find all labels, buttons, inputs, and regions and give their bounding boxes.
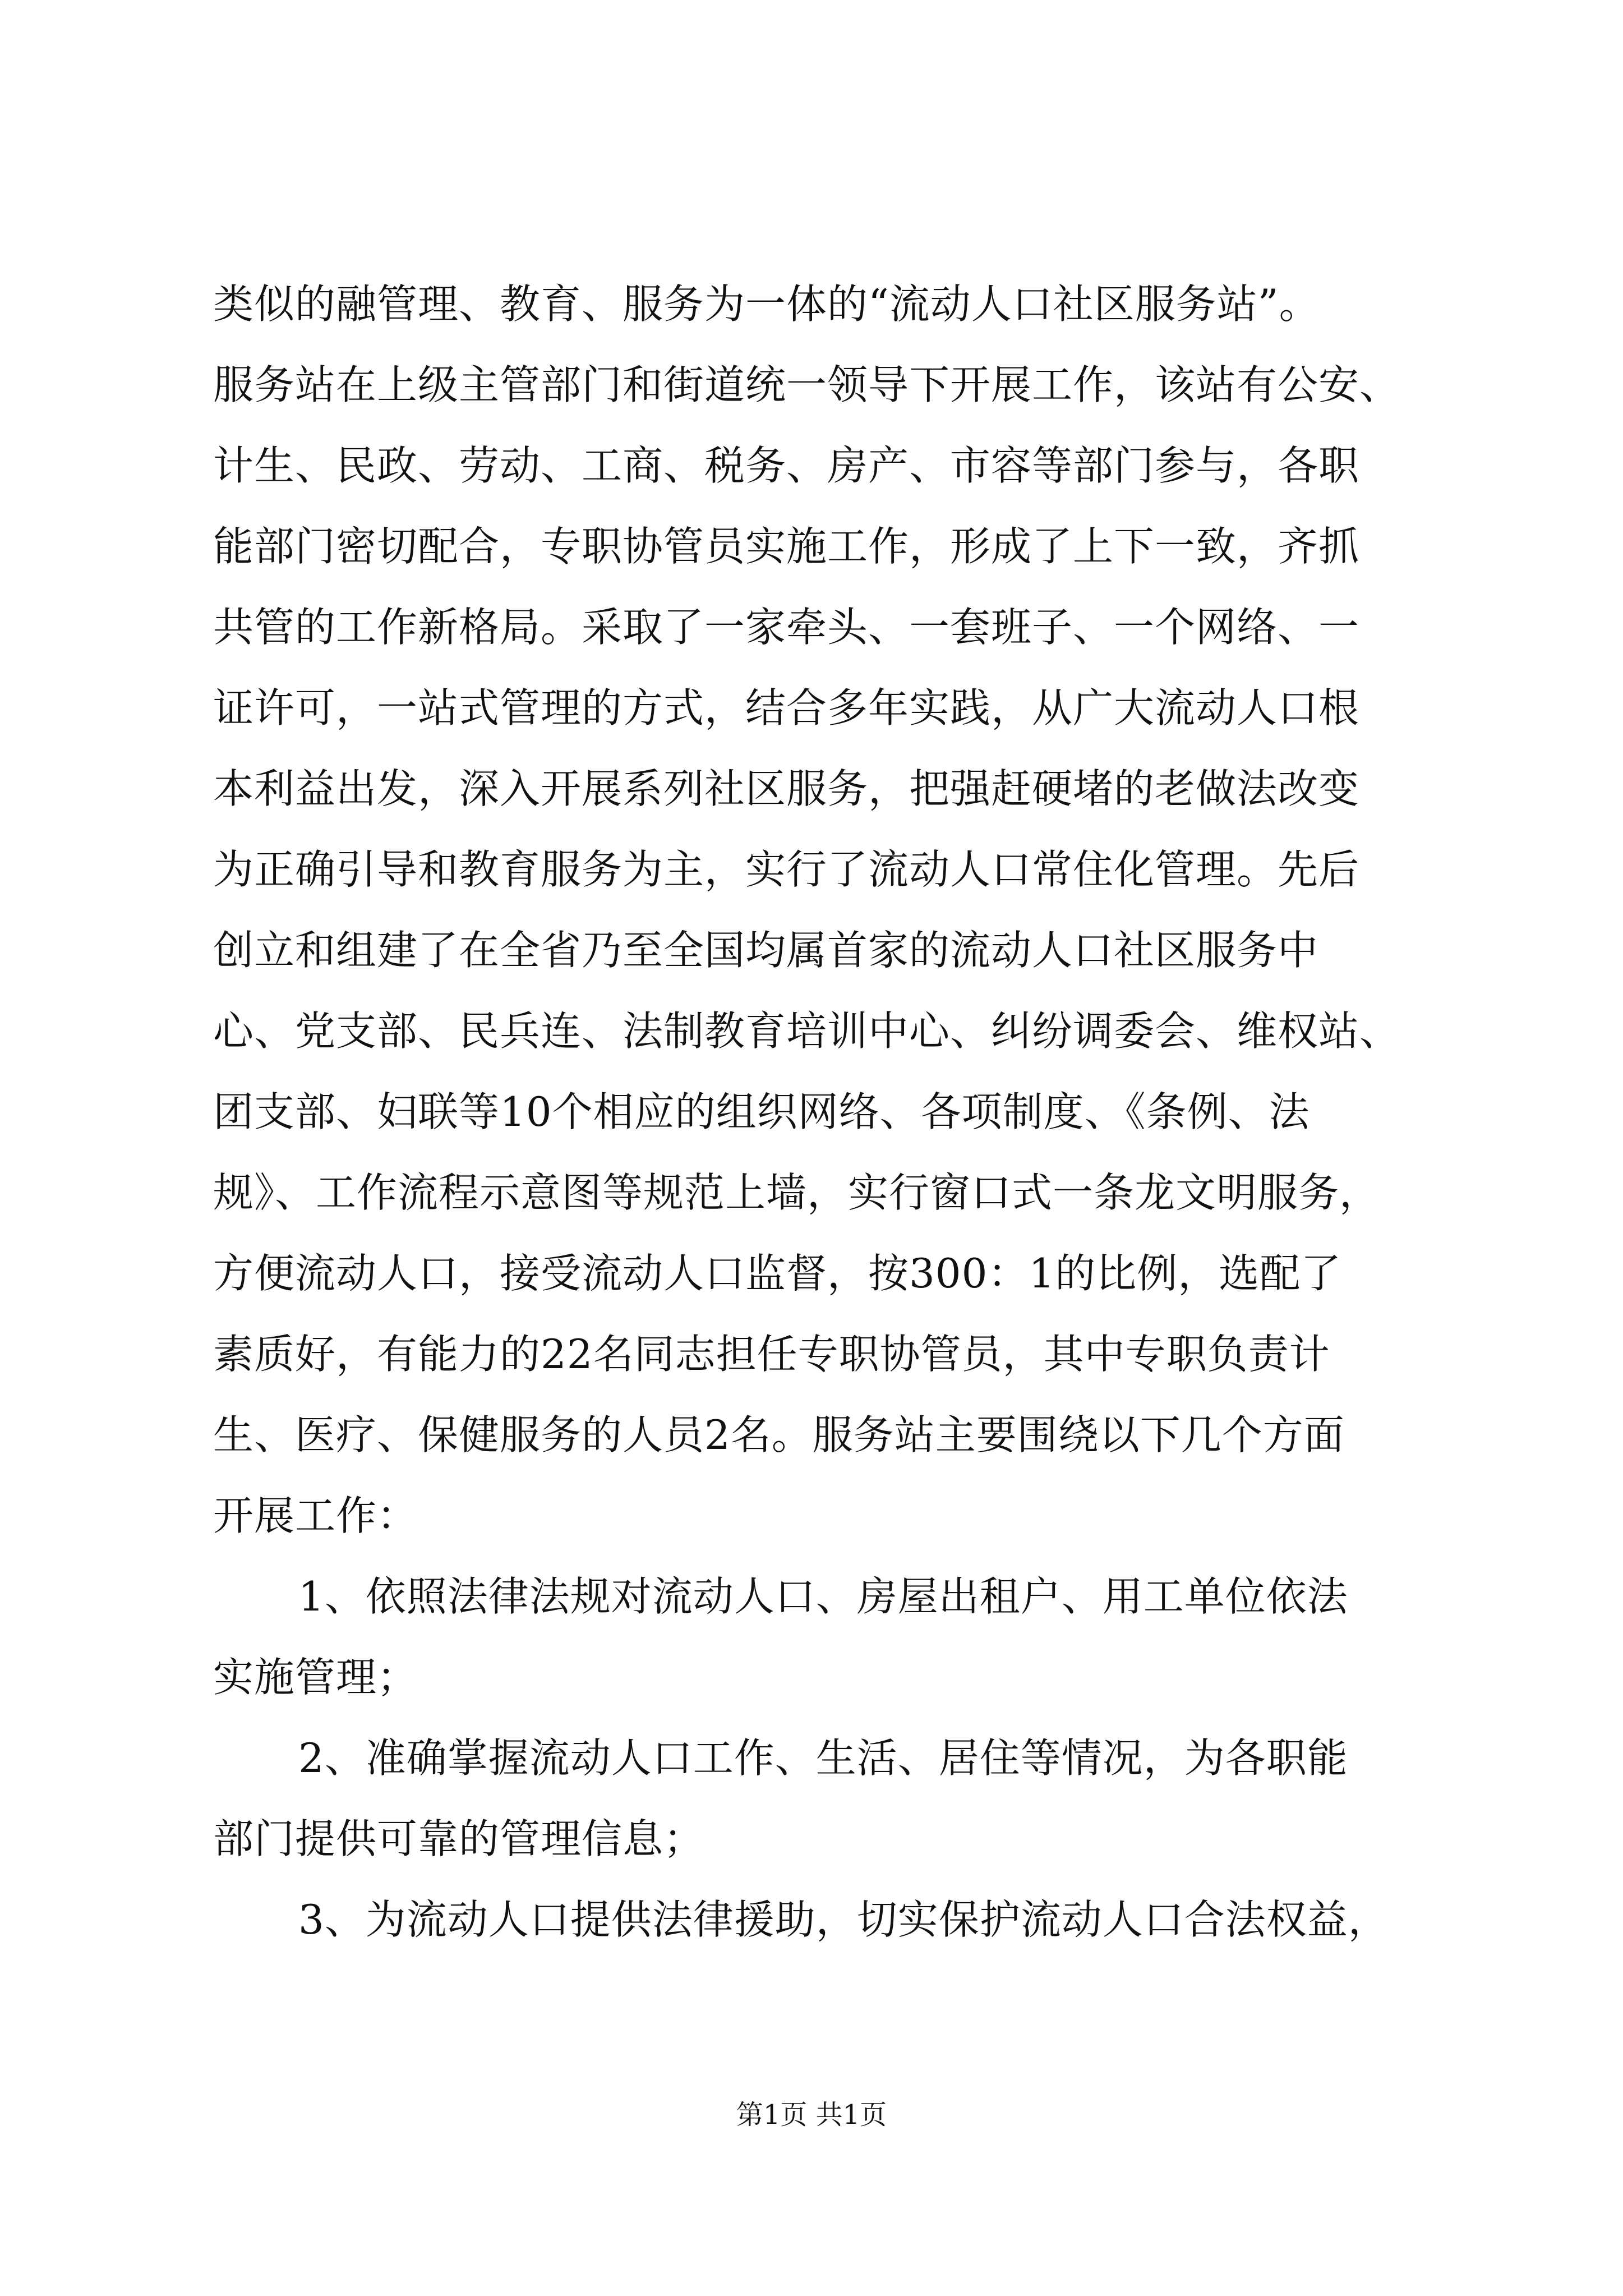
text-line: 心、党支部、民兵连、法制教育培训中心、纠纷调委会、维权站、 <box>213 1007 1401 1055</box>
text-line: 共管的工作新格局。采取了一家牵头、一套班子、一个网络、一 <box>213 604 1360 651</box>
list-item-line: 1、依照法律法规对流动人口、房屋出租户、用工单位依法 <box>298 1573 1348 1620</box>
text-line: 开展工作： <box>213 1492 418 1539</box>
list-item-line: 部门提供可靠的管理信息； <box>213 1815 705 1862</box>
text-line: 创立和组建了在全省乃至全国均属首家的流动人口社区服务中 <box>213 927 1319 974</box>
text-line: 团支部、妇联等10个相应的组织网络、各项制度、《条例、法 <box>213 1088 1310 1135</box>
text-line: 服务站在上级主管部门和街道统一领导下开展工作，该站有公安、 <box>213 361 1401 408</box>
text-line: 证许可，一站式管理的方式，结合多年实践，从广大流动人口根 <box>213 684 1360 731</box>
text-line: 生、医疗、保健服务的人员2名。服务站主要围绕以下几个方面 <box>213 1411 1345 1458</box>
text-line: 类似的融管理、教育、服务为一体的“流动人口社区服务站”。 <box>213 280 1320 328</box>
list-item-line: 实施管理； <box>213 1654 418 1701</box>
text-line: 计生、民政、劳动、工商、税务、房产、市容等部门参与，各职 <box>213 442 1360 489</box>
text-line: 为正确引导和教育服务为主，实行了流动人口常住化管理。先后 <box>213 846 1360 893</box>
text-line: 素质好，有能力的22名同志担任专职协管员，其中专职负责计 <box>213 1331 1330 1378</box>
text-line: 能部门密切配合，专职协管员实施工作，形成了上下一致，齐抓 <box>213 523 1360 570</box>
list-item-line: 2、准确掌握流动人口工作、生活、居住等情况，为各职能 <box>298 1734 1348 1782</box>
text-line: 本利益出发，深入开展系列社区服务，把强赶硬堵的老做法改变 <box>213 765 1360 812</box>
text-line: 规》、工作流程示意图等规范上墙，实行窗口式一条龙文明服务， <box>213 1169 1381 1216</box>
list-item-line: 3、为流动人口提供法律援助，切实保护流动人口合法权益， <box>298 1896 1389 1943</box>
page-footer: 第1页 共1页 <box>736 2099 887 2131</box>
text-line: 方便流动人口，接受流动人口监督，按300：1的比例，选配了 <box>213 1250 1342 1297</box>
document-body <box>213 264 1503 1960</box>
